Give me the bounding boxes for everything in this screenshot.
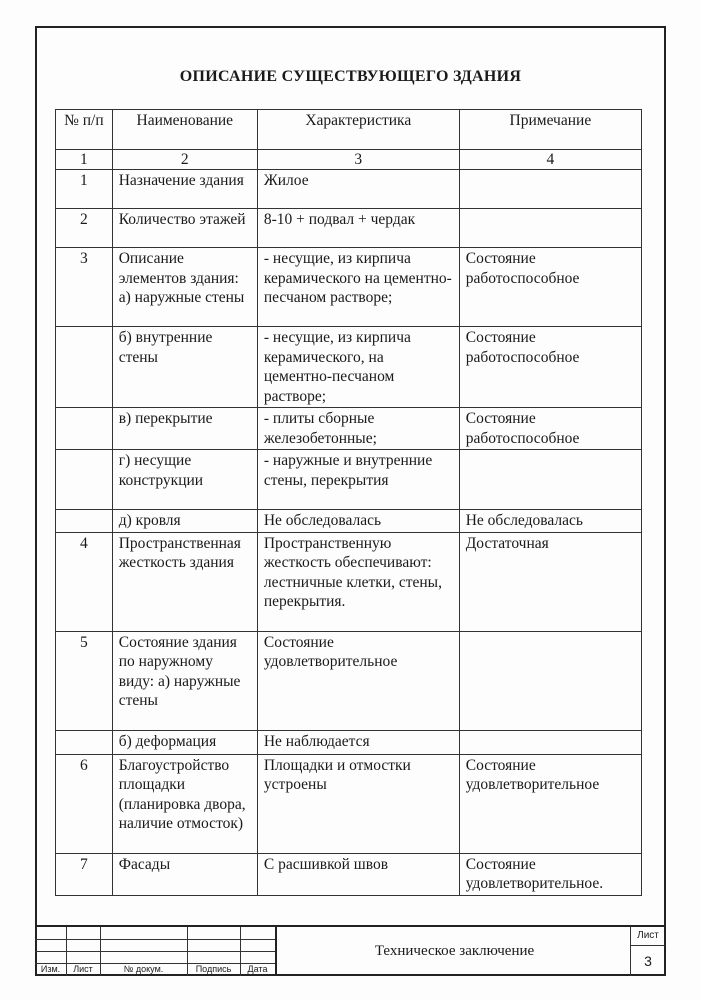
sheet-number: 3 <box>631 945 665 977</box>
row-characteristic: Пространственную жесткость обеспечивают: лестничные клетки, стены, перекрытия. <box>257 532 459 631</box>
header-note: Примечание <box>459 110 641 150</box>
row-number: 1 <box>56 170 113 209</box>
row-number: 6 <box>56 754 113 853</box>
row-number: 7 <box>56 853 113 895</box>
table-row <box>56 510 642 533</box>
table-row <box>56 754 642 853</box>
row-note <box>459 170 641 209</box>
row-note: Не обследовалась <box>459 510 641 533</box>
row-number <box>56 730 113 754</box>
row-note <box>459 209 641 248</box>
table-row <box>56 853 642 895</box>
row-number <box>56 408 113 450</box>
grid-line <box>35 951 275 952</box>
row-characteristic: Не обследовалась <box>257 510 459 533</box>
row-characteristic: Состояние удовлетворительное <box>257 631 459 730</box>
table-row <box>56 730 642 754</box>
row-note <box>459 730 641 754</box>
revision-grid <box>35 927 275 976</box>
row-number <box>56 510 113 533</box>
row-number: 2 <box>56 209 113 248</box>
row-characteristic: Не наблюдается <box>257 730 459 754</box>
grid-line <box>35 939 275 940</box>
row-name: в) перекрытие <box>112 408 257 450</box>
page-title: ОПИСАНИЕ СУЩЕСТВУЮЩЕГО ЗДАНИЯ <box>179 68 522 85</box>
row-note <box>459 450 641 510</box>
row-characteristic: Жилое <box>257 170 459 209</box>
row-characteristic: С расшивкой швов <box>257 853 459 895</box>
row-characteristic: - плиты сборные железобетонные; <box>257 408 459 450</box>
table-row <box>56 327 642 408</box>
row-note: Состояние работоспособное <box>459 248 641 327</box>
row-note <box>459 631 641 730</box>
row-characteristic: - несущие, из кирпича керамического на цементно-песчаном растворе; <box>257 248 459 327</box>
sheet-label: Лист <box>637 930 659 941</box>
row-name: б) деформация <box>112 730 257 754</box>
stamp-label-date: Дата <box>247 964 268 974</box>
table-row <box>56 631 642 730</box>
table-row <box>56 170 642 209</box>
row-name: Пространственная жесткость здания <box>112 532 257 631</box>
stamp-label-doc-number: № докум. <box>123 964 164 974</box>
row-name: Благоустройство площадки (планировка двора, наличие отмосток) <box>112 754 257 853</box>
table-row <box>56 248 642 327</box>
row-characteristic: 8-10 + подвал + чердак <box>257 209 459 248</box>
building-description-table <box>55 109 642 896</box>
row-name: Состояние здания по наружному виду: а) наружные стены <box>112 631 257 730</box>
col-number-2: 2 <box>112 150 257 170</box>
row-number <box>56 450 113 510</box>
row-characteristic: - наружные и внутренние стены, перекрытия <box>257 450 459 510</box>
title-block <box>35 925 666 978</box>
table-row <box>56 209 642 248</box>
row-number: 3 <box>56 248 113 327</box>
row-note: Состояние удовлетворительное <box>459 754 641 853</box>
row-name: Количество этажей <box>112 209 257 248</box>
row-name: Описание элементов здания: а) наружные стены <box>112 248 257 327</box>
table-row <box>56 532 642 631</box>
row-characteristic: Площадки и отмостки устроены <box>257 754 459 853</box>
row-number: 4 <box>56 532 113 631</box>
col-number-4: 4 <box>459 150 641 170</box>
col-number-1: 1 <box>56 150 113 170</box>
sheet-box <box>630 927 665 976</box>
stamp-label-change: Изм. <box>40 964 61 974</box>
header-characteristic: Характеристика <box>257 110 459 150</box>
table-row <box>56 408 642 450</box>
row-name: д) кровля <box>112 510 257 533</box>
row-number: 5 <box>56 631 113 730</box>
col-number-3: 3 <box>257 150 459 170</box>
row-note: Достаточная <box>459 532 641 631</box>
stamp-label-signature: Подпись <box>195 964 232 974</box>
row-name: Назначение здания <box>112 170 257 209</box>
document-title: Техническое заключение <box>275 927 632 976</box>
header-name: Наименование <box>112 110 257 150</box>
stamp-label-sheet: Лист <box>73 964 93 974</box>
row-number <box>56 327 113 408</box>
row-characteristic: - несущие, из кирпича керамического, на цементно-песчаном растворе; <box>257 327 459 408</box>
row-name: б) внутренние стены <box>112 327 257 408</box>
header-number: № п/п <box>56 110 113 150</box>
row-note: Состояние удовлетворительное. <box>459 853 641 895</box>
row-name: Фасады <box>112 853 257 895</box>
row-note: Состояние работоспособное <box>459 408 641 450</box>
table-row <box>56 450 642 510</box>
row-note: Состояние работоспособное <box>459 327 641 408</box>
row-name: г) несущие конструкции <box>112 450 257 510</box>
